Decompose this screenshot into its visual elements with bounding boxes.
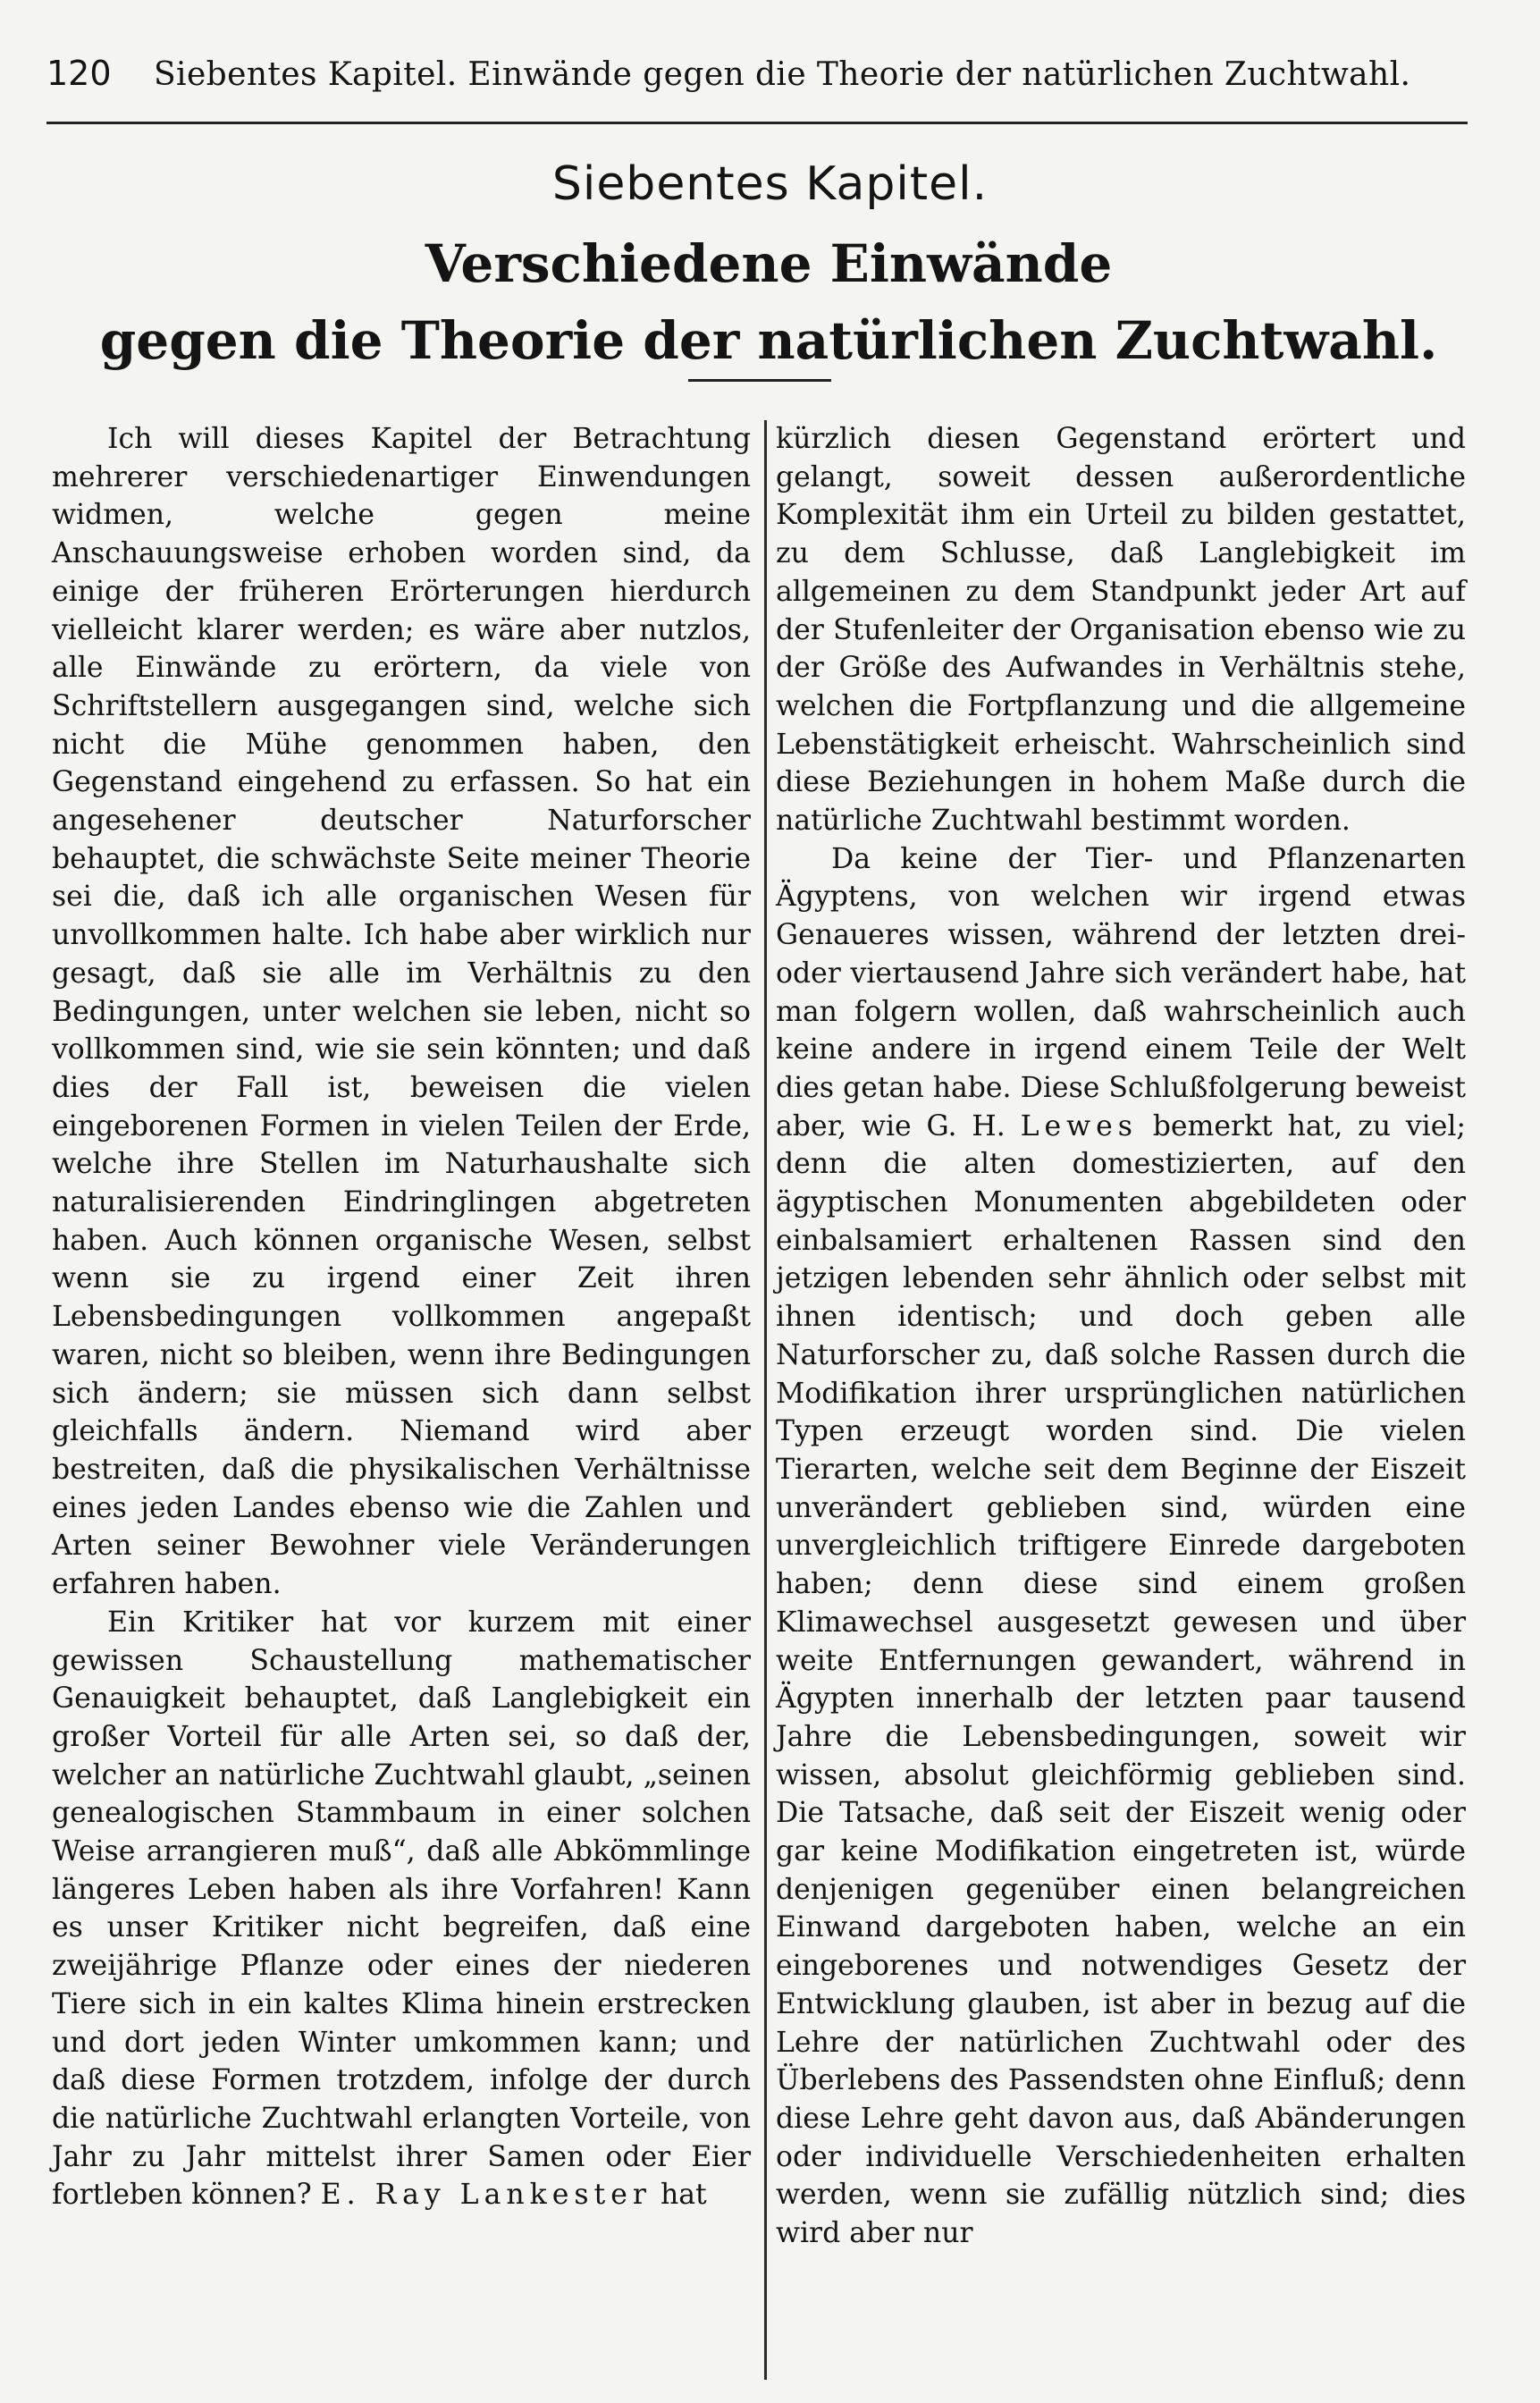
chapter-title — [54, 225, 1484, 379]
paragraph-text: Da keine der Tier- und Pflanzenarten Ägyptens, von welchen wir irgend etwas Genaueres wissen, während der letzten drei- oder viertausend Jahre sich verändert habe, hat man folgern wollen, daß wahrscheinlich auch keine andere in irgend einem Teile der Welt dies getan habe. Diese Schlußfolgerung beweist aber, wie G. H. — [776, 842, 1466, 1142]
paragraph: Ich will dieses Kapitel der Betrachtung mehrerer verschiedenartiger Einwendungen widmen, welche gegen meine Anschauungsweise erhoben worden sind, da einige der früheren Erörterungen hierdurch vielleicht klarer werden; es wäre aber nutzlos, alle Einwände zu erörtern, da viele von Schriftstellern ausgegangen sind, welche sich nicht die Mühe genommen haben, den Gegenstand eingehend zu erfassen. So hat ein angesehener deutscher Naturforscher behauptet, die schwächste Seite meiner Theorie sei die, daß ich alle organischen Wesen für unvollkommen halte. Ich habe aber wirklich nur gesagt, daß sie alle im Verhältnis zu den Bedingungen, unter welchen sie leben, nicht so vollkommen sind, wie sie sein könnten; und daß dies der Fall ist, beweisen die vielen eingeborenen Formen in vielen Teilen der Erde, welche ihre Stellen im Naturhaushalte sich naturalisierenden Eindringlingen abgetreten haben. Auch können organische Wesen, selbst wenn sie zu irgend einer Zeit ihren Lebensbedingungen vollkommen angepaßt waren, nicht so bleiben, wenn ihre Bedingungen sich ändern; sie müssen sich dann selbst gleichfalls ändern. Niemand wird aber bestreiten, daß die physikalischen Verhältnisse eines jeden Landes ebenso wie die Zahlen und Arten seiner Bewohner viele Veränderungen erfahren haben. — [52, 423, 751, 1601]
paragraph-text: bemerkt hat, zu viel; denn die alten domestizierten, auf den ägyptischen Monumenten abgebildeten oder einbalsamiert erhaltenen Rassen sind den jetzigen lebenden sehr ähnlich oder selbst mit ihnen identisch; und doch geben alle Naturforscher zu, daß solche Rassen durch die Modifikation ihrer ursprünglichen natürlichen Typen erzeugt worden sind. Die vielen Tierarten, welche seit dem Beginne der Eiszeit unverändert geblieben sind, würden eine unvergleichlich triftigere Einrede dargeboten haben; denn diese sind einem großen Klimawechsel ausgesetzt gewesen und über weite Entfernungen gewandert, während in Ägypten innerhalb der letzten paar tausend Jahre die Lebensbedingungen, soweit wir wissen, absolut gleichförmig geblieben sind. Die Tatsache, daß seit der Eiszeit wenig oder gar keine Modifikation eingetreten ist, würde denjenigen gegenüber einen belangreichen Einwand dargeboten haben, welche an ein eingeborenes und notwendiges Gesetz der Entwicklung glauben, ist aber in bezug auf die Lehre der natürlichen Zuchtwahl oder des Überlebens des Passendsten ohne Einfluß; denn diese Lehre geht davon aus, daß Abänderungen oder individuelle Verschiedenheiten erhalten werden, wenn sie zufällig nützlich sind; dies wird aber nur — [776, 1109, 1467, 2250]
left-column — [52, 420, 751, 2214]
author-name: E. Ray Lankester — [320, 2179, 652, 2212]
header-rule — [46, 122, 1468, 124]
running-title: Siebentes Kapitel. Einwände gegen die Theorie der natürlichen Zuchtwahl. — [154, 56, 1411, 93]
author-name: Lewes — [1020, 1109, 1138, 1142]
paragraph — [776, 840, 1466, 2253]
paragraph-text: hat — [660, 2179, 707, 2212]
right-column — [776, 420, 1466, 2253]
paragraph — [52, 1604, 751, 2214]
running-head — [46, 46, 1468, 100]
chapter-label: Siebentes Kapitel. — [551, 157, 989, 211]
chapter-title-line-1: Verschiedene Einwände — [425, 233, 1113, 294]
paragraph-text: Ein Kritiker hat vor kurzem mit einer gewissen Schaustellung mathematischer Genauigkeit behauptet, daß Langlebigkeit ein großer Vorteil für alle Arten sei, so daß der, welcher an natürliche Zuchtwahl glaubt, „seinen genealogischen Stammbaum in einer solchen Weise arrangieren muß“, daß alle Abkömmlinge längeres Leben haben als ihre Vorfahren! Kann es unser Kritiker nicht begreifen, daß eine zweijährige Pflanze oder eines der niederen Tiere sich in ein kaltes Klima hinein erstrecken und dort jeden Winter umkommen kann; und daß diese Formen trotzdem, infolge der durch die natürliche Zuchtwahl erlangten Vorteile, von Jahr zu Jahr mittelst ihrer Samen oder Eier fortleben können? — [52, 1606, 751, 2212]
chapter-title-line-2: gegen die Theorie der natürlichen Zuchtwahl. — [99, 310, 1438, 371]
paragraph: kürzlich diesen Gegenstand erörtert und gelangt, soweit dessen außerordentliche Komplexität ihm ein Urteil zu bilden gestattet, zu dem Schlusse, daß Langlebigkeit im allgemeinen zu dem Standpunkt jeder Art auf der Stufenleiter der Organisation ebenso wie zu der Größe des Aufwandes in Verhältnis stehe, welchen die Fortpflanzung und die allgemeine Lebenstätigkeit erheischt. Wahrscheinlich sind diese Beziehungen in hohem Maße durch die natürliche Zuchtwahl bestimmt worden. — [776, 423, 1466, 838]
page-number: 120 — [46, 54, 112, 93]
title-rule — [688, 379, 831, 382]
column-rule — [764, 420, 767, 2380]
